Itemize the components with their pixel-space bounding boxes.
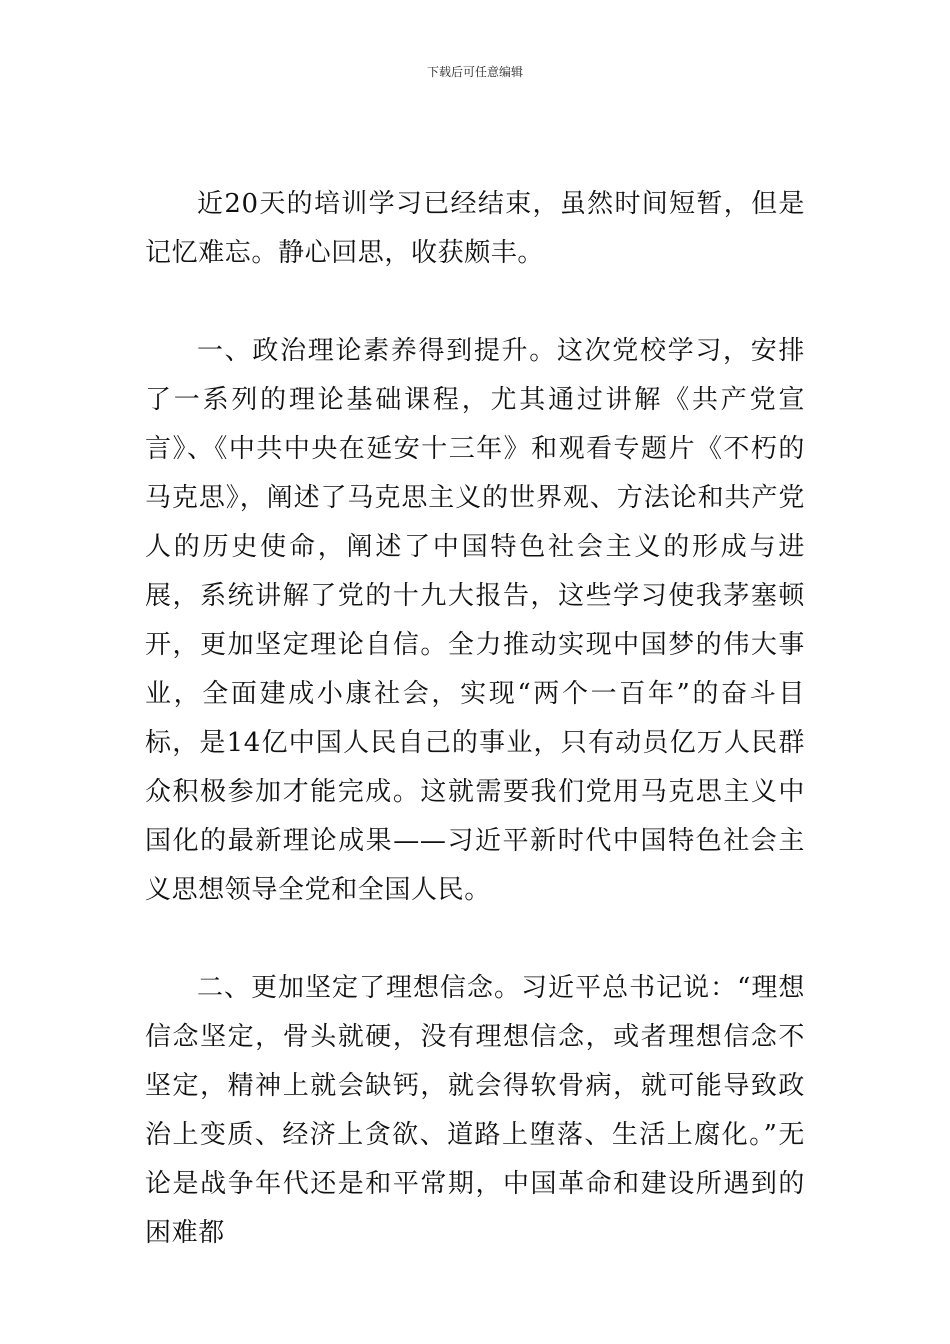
page-header: 下载后可任意编辑 [426,65,523,79]
paragraph-intro: 近20天的培训学习已经结束，虽然时间短暂，但是记忆难忘。静心回思，收获颇丰。 [145,189,805,268]
paragraph-section-two: 二、更加坚定了理想信念。习近平总书记说：“理想信念坚定，骨头就硬，没有理想信念，或者理想信念不坚定，精神上就会缺钙，就会得软骨病，就可能导致政治上变质、经济上贪欲、道路上堕落、生活上腐化。”无论是战争年代还是和平常期，中国革命和建设所遇到的困难都 [145,973,805,1248]
document-body [145,180,805,1258]
paragraph-section-one: 一、政治理论素养得到提升。这次党校学习，安排了一系列的理论基础课程，尤其通过讲解《共产党宣言》、《中共中央在延安十三年》和观看专题片《不朽的马克思》，阐述了马克思主义的世界观、方法论和共产党人的历史使命，阐述了中国特色社会主义的形成与进展，系统讲解了党的十九大报告，这些学习使我茅塞顿开，更加坚定理论自信。全力推动实现中国梦的伟大事业，全面建成小康社会，实现“两个一百年”的奋斗目标，是14亿中国人民自己的事业，只有动员亿万人民群众积极参加才能完成。这就需要我们党用马克思主义中国化的最新理论成果——习近平新时代中国特色社会主义思想领导全党和全国人民。 [145,336,805,905]
